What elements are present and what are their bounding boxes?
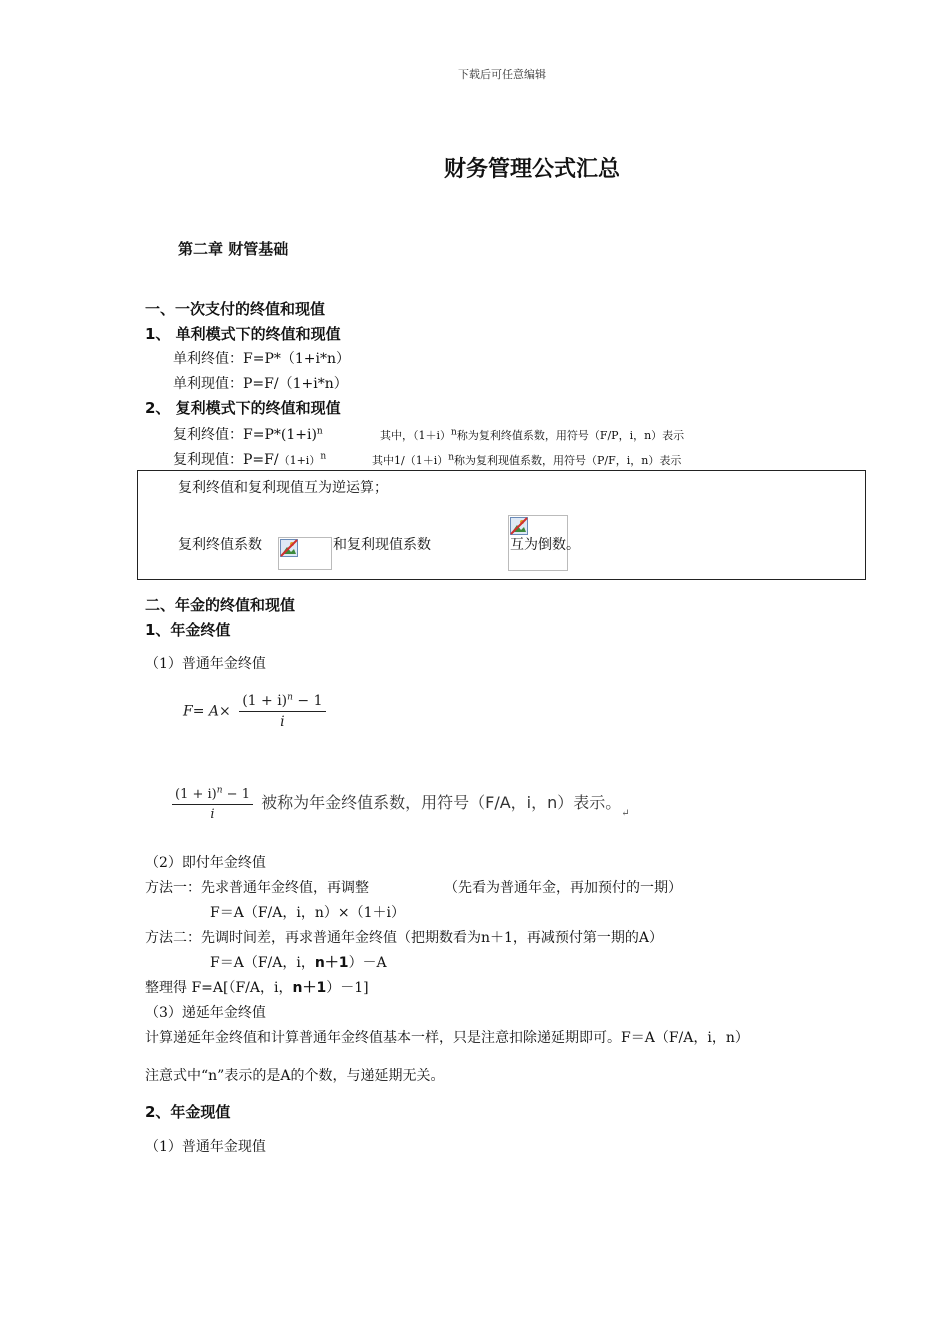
compound-fv-exponent: n <box>316 426 323 437</box>
compound-pv-paren: （1+i） <box>278 454 321 467</box>
annuity-fv-num-exponent: n <box>287 692 293 703</box>
compound-pv-note-b: 称为复利现值系数，用符号（P/F，i，n）表示 <box>454 454 682 467</box>
deferred-annuity-fv-heading: （3）递延年金终值 <box>145 1005 266 1021</box>
header-note: 下载后可任意编辑 <box>458 68 546 81</box>
compound-pv-exponent: n <box>320 451 327 462</box>
compound-fv-note <box>380 427 684 443</box>
compound-pv-note-a: 其中1/（1＋i） <box>372 454 449 467</box>
annuity-fv-coef-exponent: n <box>216 785 223 796</box>
compound-pv-formula: 复利现值：P=F/ <box>173 452 279 468</box>
compound-fv-formula: 复利终值：F=P*(1+i) <box>173 427 317 443</box>
paragraph-mark: ↵ <box>621 808 630 819</box>
section2-sub2-title: 2、年金现值 <box>145 1103 231 1121</box>
box-line2-b: 和复利现值系数 <box>333 537 431 553</box>
method1-formula: F＝A（F/A，i，n）×（1＋i） <box>210 905 405 921</box>
section1-sub2-title: 2、 复利模式下的终值和现值 <box>145 399 341 417</box>
simple-interest-pv: 单利现值：P=F/（1+i*n） <box>173 376 348 392</box>
section2-sub1-title: 1、年金终值 <box>145 621 231 639</box>
annuity-fv-coef-den: i <box>210 807 215 822</box>
compound-fv-note-exponent: n <box>451 427 457 438</box>
box-line2-a: 复利终值系数 <box>178 537 262 553</box>
simple-interest-fv: 单利终值：F=P*（1+i*n） <box>173 351 350 367</box>
tidy-formula-c: ）－1] <box>326 980 369 996</box>
method2-formula-b: n＋1 <box>314 955 349 971</box>
broken-image-icon <box>280 539 298 557</box>
compound-pv-line <box>173 449 326 469</box>
compound-fv-note-b: 称为复利终值系数，用符号（F/P，i，n）表示 <box>456 429 685 442</box>
annuity-fv-den: i <box>280 714 285 730</box>
tidy-formula-a: 整理得 F=A[（F/A，i， <box>145 980 293 996</box>
box-line2-c: 互为倒数。 <box>510 537 580 553</box>
ordinary-annuity-pv-heading: （1）普通年金现值 <box>145 1139 266 1155</box>
chapter-heading: 第二章 财管基础 <box>178 240 289 258</box>
document-title: 财务管理公式汇总 <box>443 157 620 182</box>
tidy-formula <box>145 977 369 997</box>
method1-note: （先看为普通年金，再加预付的一期） <box>444 880 682 896</box>
broken-image-icon <box>510 517 528 535</box>
fv-coefficient-image <box>278 537 332 570</box>
annuity-fv-coef-num: (1 + i) <box>175 787 217 802</box>
compound-fv-line <box>173 424 323 444</box>
section1-sub1-title: 1、 单利模式下的终值和现值 <box>145 325 341 343</box>
annuity-due-fv-heading: （2）即付年金终值 <box>145 855 266 871</box>
deferred-annuity-text1: 计算递延年金终值和计算普通年金终值基本一样，只是注意扣除递延期即可。F＝A（F/A，i，n） <box>145 1030 749 1046</box>
annuity-fv-formula <box>183 693 330 730</box>
section2-title: 二、年金的终值和现值 <box>145 596 296 614</box>
tidy-formula-b: n＋1 <box>292 980 327 996</box>
annuity-fv-lhs: F= A× <box>183 703 231 720</box>
annuity-fv-num: (1 + i) <box>242 693 288 709</box>
compound-pv-note-exponent: n <box>448 452 455 463</box>
method2-formula-c: ）－A <box>348 955 387 971</box>
annuity-fv-num-tail: − 1 <box>292 693 323 709</box>
annuity-fv-coef-tail: − 1 <box>222 787 250 802</box>
method2-formula <box>210 952 387 972</box>
method2-formula-a: F＝A（F/A，i， <box>210 955 315 971</box>
deferred-annuity-text2: 注意式中“n”表示的是A的个数，与递延期无关。 <box>145 1068 445 1084</box>
annuity-fv-coef-text: 被称为年金终值系数，用符号（F/A，i，n）表示。 <box>261 793 622 812</box>
box-line1: 复利终值和复利现值互为逆运算； <box>178 480 388 496</box>
method2-text: 方法二：先调时间差，再求普通年金终值（把期数看为n＋1，再减预付第一期的A） <box>145 930 664 946</box>
section1-title: 一、一次支付的终值和现值 <box>145 300 326 318</box>
annuity-fv-coef-fraction <box>172 787 253 822</box>
compound-fv-note-a: 其中，（1＋i） <box>380 429 452 442</box>
ordinary-annuity-fv-heading: （1）普通年金终值 <box>145 656 266 672</box>
method1-text: 方法一：先求普通年金终值，再调整 <box>145 880 369 896</box>
compound-pv-note <box>372 452 681 468</box>
annuity-fv-fraction <box>239 693 325 730</box>
annuity-fv-coefficient-line <box>168 787 630 822</box>
